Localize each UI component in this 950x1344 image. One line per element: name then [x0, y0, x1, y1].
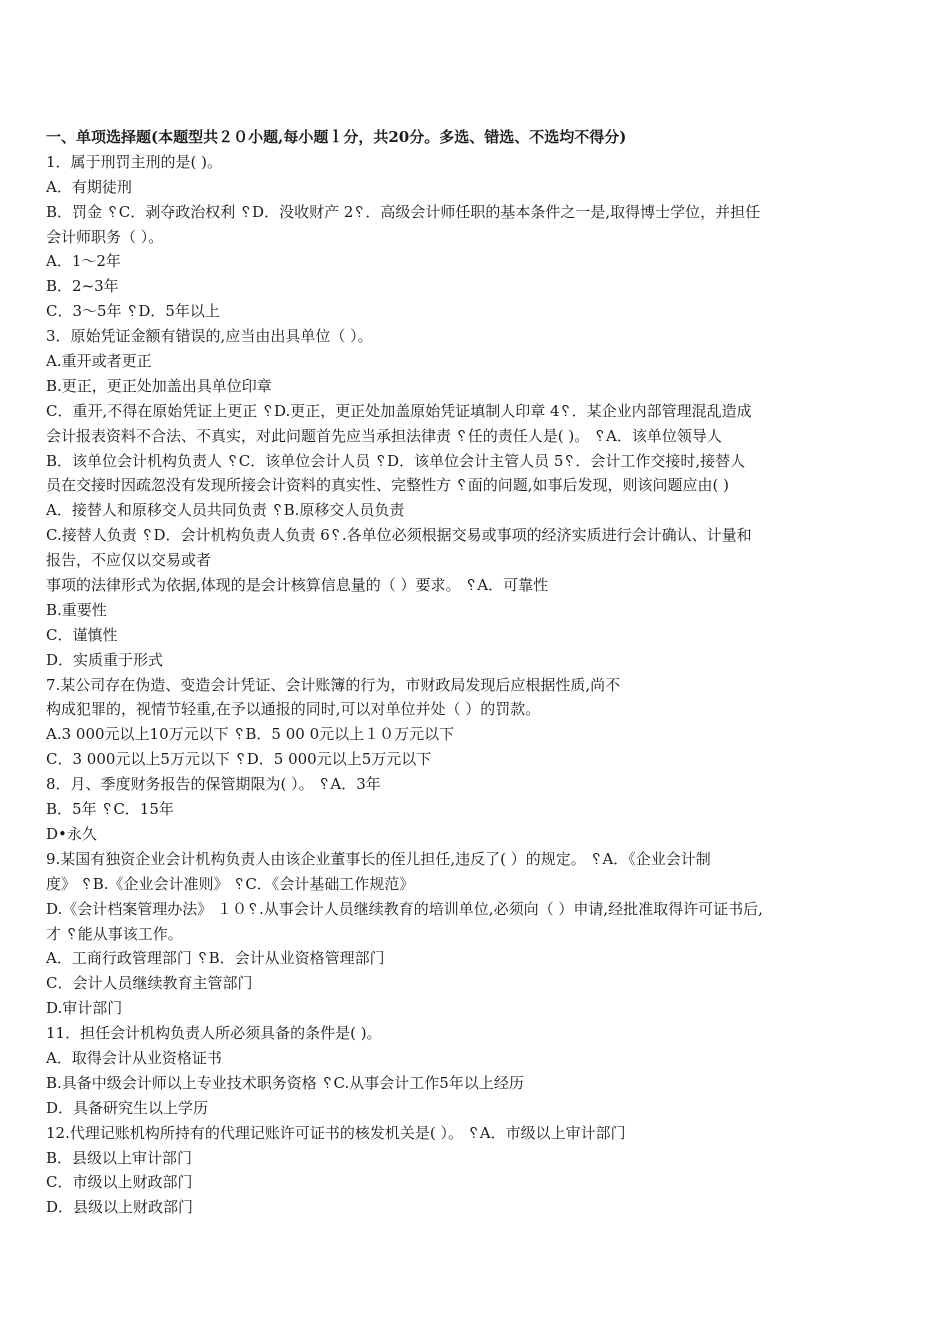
section-heading: 一、单项选择题(本题型共２０小题,每小题ｌ分，共20分。多选、错选、不选均不得分): [46, 128, 627, 146]
question-12: 12.代理记账机构所持有的代理记账许可证书的核发机关是( ）。 ␦A．市级以上审计部门: [46, 1123, 626, 1142]
question-11: 11．担任会计机构负责人所必须具备的条件是( )。: [46, 1024, 382, 1043]
option-line: C．会计人员继续教育主管部门: [46, 974, 253, 993]
option-line: D．具备研究生以上学历: [46, 1098, 209, 1117]
option-line: A.重开或者更正: [46, 352, 152, 371]
option-line: A．取得会计从业资格证书: [46, 1048, 222, 1067]
option-line: B.更正，更正处加盖出具单位印章: [46, 376, 272, 395]
option-line: D.《会计档案管理办法》 １０␦.从事会计人员继续教育的培训单位,必须向（ ）申请,经批准取得许可证书后,: [46, 899, 763, 918]
question-9: 9.某国有独资企业会计机构负责人由该企业董事长的侄儿担任,违反了( ）的规定。 ␦A．《企业会计制: [46, 849, 711, 868]
option-line: C．市级以上财政部门: [46, 1173, 193, 1192]
question-7: 7.某公司存在伪造、变造会计凭证、会计账簿的行为，市财政局发现后应根据性质,尚不: [46, 675, 621, 694]
option-line: A．有期徒刑: [46, 177, 132, 196]
option-line: B.重要性: [46, 600, 107, 619]
option-line: A．接替人和原移交人员共同负责 ␦B.原移交人员负责: [46, 501, 405, 520]
question-line: 事项的法律形式为依据,体现的是会计核算信息量的（ ）要求。 ␦A．可靠性: [46, 576, 549, 595]
question-1: 1．属于刑罚主刑的是( )。: [46, 152, 223, 171]
option-line: B．该单位会计机构负责人 ␦C．该单位会计人员 ␦D．该单位会计主管人员 5␦．会计工作交接时,接替人: [46, 451, 746, 470]
question-line: 会计师职务（ ）。: [46, 227, 164, 246]
document-page: [46, 125, 916, 1220]
question-line: 报告，不应仅以交易或者: [46, 551, 212, 570]
question-3: 3．原始凭证金额有错误的,应当由出具单位（ ）。: [46, 327, 373, 346]
option-line: B．罚金 ␦C．剥夺政治权利 ␦D．没收财产 2␦．高级会计师任职的基本条件之一是,取得博士学位，并担任: [46, 202, 761, 221]
option-line: B.具备中级会计师以上专业技术职务资格 ␦C.从事会计工作5年以上经历: [46, 1073, 524, 1092]
option-line: A．1～2年: [46, 252, 121, 271]
option-line: B．5年 ␦C．15年: [46, 800, 174, 819]
question-line: 才 ␦能从事该工作。: [46, 924, 183, 943]
option-line: B．2~3年: [46, 277, 119, 296]
question-line: 构成犯罪的，视情节轻重,在予以通报的同时,可以对单位并处（ ）的罚款。: [46, 700, 541, 719]
option-line: C．3～5年 ␦D．5年以上: [46, 302, 220, 321]
question-line: 会计报表资料不合法、不真实，对此问题首先应当承担法律责 ␦任的责任人是( )。 ␦A．该单位领导人: [46, 426, 722, 445]
option-line: D．实质重于形式: [46, 650, 164, 669]
option-line: C．谨慎性: [46, 625, 118, 644]
option-line: D.审计部门: [46, 999, 123, 1018]
option-line: 度》 ␦B.《企业会计准则》 ␦C．《会计基础工作规范》: [46, 874, 415, 893]
option-line: C.接替人负责 ␦D．会计机构负责人负责 6␦.各单位必须根据交易或事项的经济实质进行会计确认、计量和: [46, 526, 752, 545]
question-line: 员在交接时因疏忽没有发现所接会计资料的真实性、完整性方 ␦面的问题,如事后发现，则该问题应由( ): [46, 476, 730, 495]
option-line: D．县级以上财政部门: [46, 1198, 194, 1217]
option-line: B．县级以上审计部门: [46, 1148, 193, 1167]
option-line: C．3 000元以上5万元以下 ␦D．5 000元以上5万元以下: [46, 750, 432, 769]
option-line: D•永久: [46, 824, 97, 843]
question-8: 8．月、季度财务报告的保管期限为( ）。 ␦A．3年: [46, 775, 381, 794]
option-line: A.3 000元以上10万元以下 ␦B．5 00 0元以上１０万元以下: [46, 725, 455, 744]
option-line: A．工商行政管理部门 ␦B．会计从业资格管理部门: [46, 949, 385, 968]
option-line: C．重开,不得在原始凭证上更正 ␦D.更正，更正处加盖原始凭证填制人印章 4␦．某企业内部管理混乱造成: [46, 401, 752, 420]
